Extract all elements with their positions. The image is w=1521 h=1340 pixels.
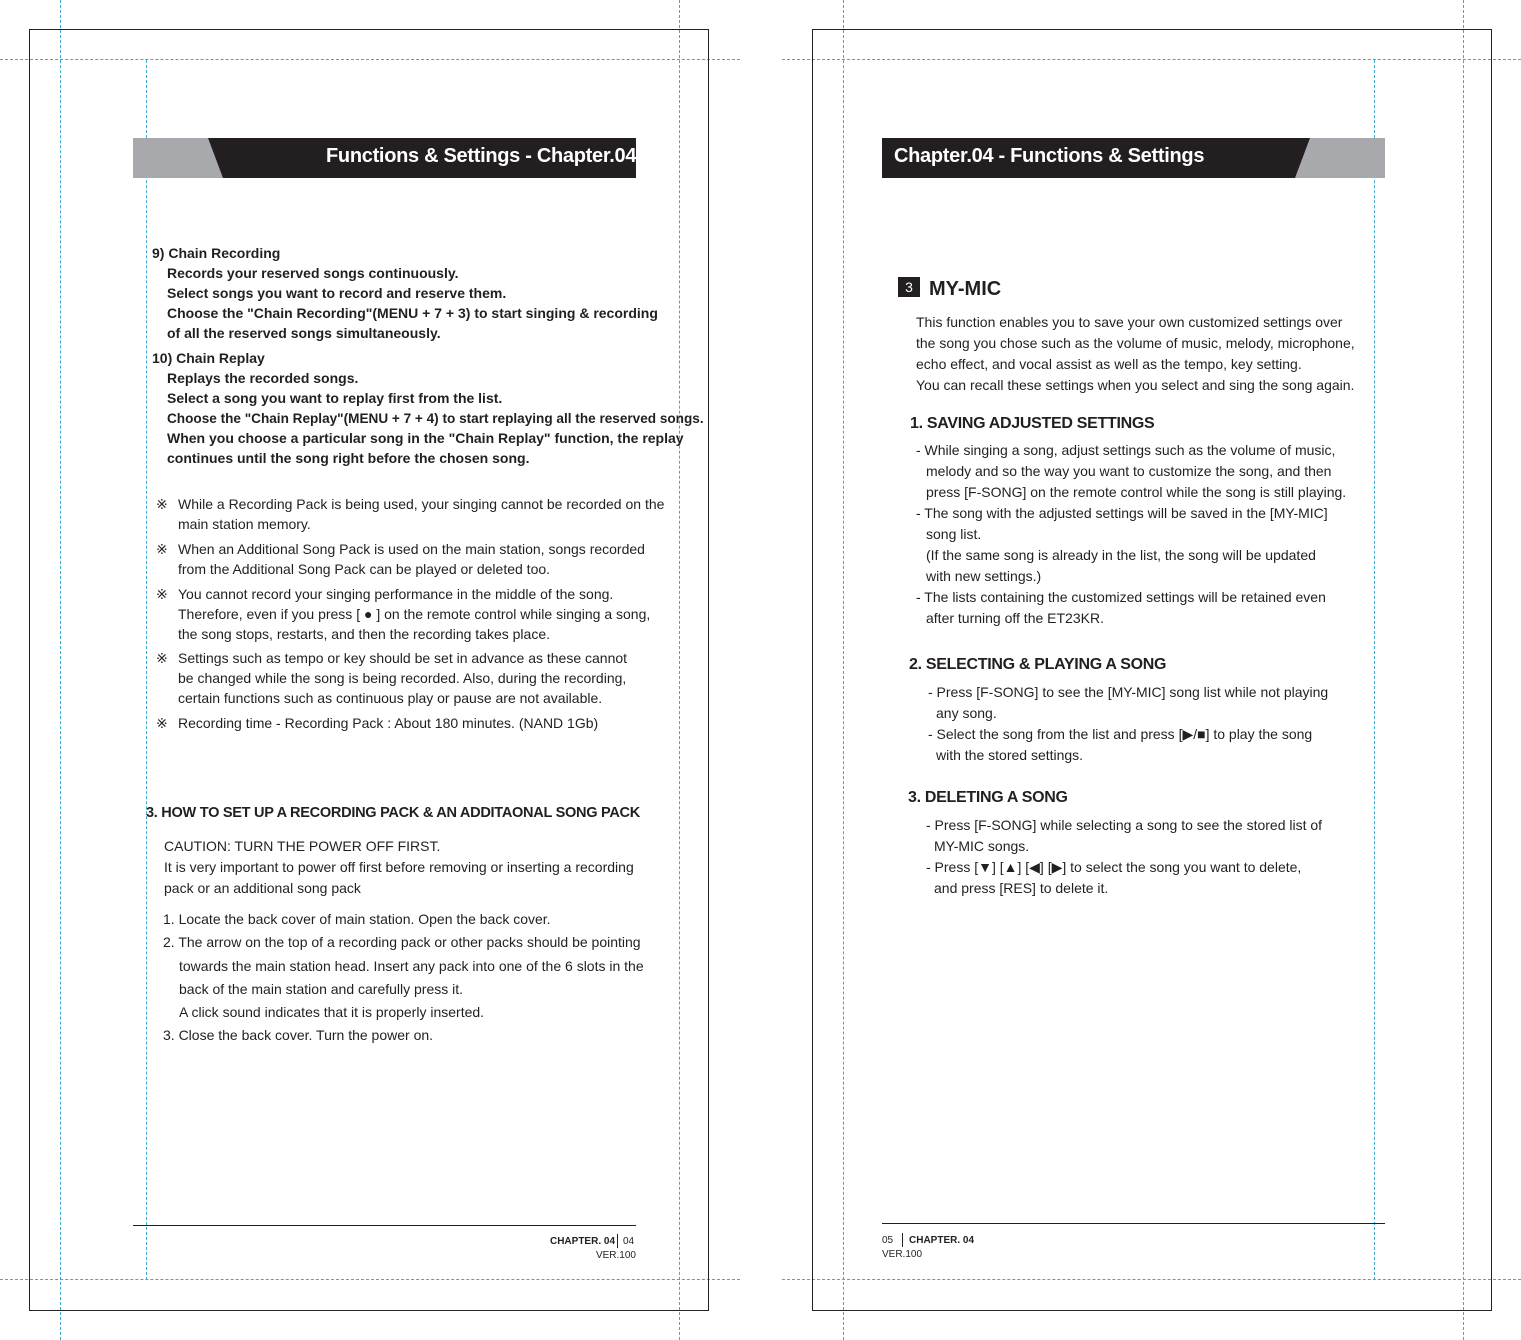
saving-line: - The lists containing the customized settings will be retained even <box>916 589 1326 605</box>
right-footer-separator <box>902 1233 903 1247</box>
note-4-line: Settings such as tempo or key should be set in advance as these cannot <box>178 650 628 666</box>
right-header-bar <box>882 138 1385 178</box>
left-footer-rule <box>133 1225 636 1226</box>
chain-recording-line: of all the reserved songs simultaneously. <box>167 325 441 341</box>
chain-replay-line: When you choose a particular song in the "Chain Replay" function, the replay <box>167 430 684 446</box>
selecting-line: with the stored settings. <box>936 747 1084 763</box>
note-5-line: Recording time - Recording Pack : About 180 minutes. (NAND 1Gb) <box>178 715 599 731</box>
deleting-line: - Press [F-SONG] while selecting a song to see the stored list of <box>926 817 1323 833</box>
setup-step-3: 3. Close the back cover. Turn the power on. <box>163 1027 434 1043</box>
chain-recording-title: 9) Chain Recording <box>152 245 281 261</box>
section-title: MY-MIC <box>929 278 1002 300</box>
left-footer-separator <box>617 1234 618 1248</box>
setup-step-2-line: towards the main station head. Insert any pack into one of the 6 slots in the <box>179 958 644 974</box>
note-4-line: be changed while the song is being recorded. Also, during the recording, <box>178 670 627 686</box>
note-4-line: certain functions such as continuous play or pause are not available. <box>178 690 603 706</box>
saving-line: - The song with the adjusted settings will be saved in the [MY-MIC] <box>916 505 1328 521</box>
saving-line: melody and so the way you want to customize the song, and then <box>926 463 1332 479</box>
left-header-title: Functions & Settings - Chapter.04 <box>326 145 636 167</box>
left-header-bar <box>133 138 636 178</box>
saving-line: after turning off the ET23KR. <box>926 610 1104 626</box>
chain-recording-line: Choose the "Chain Recording"(MENU + 7 + 3) to start singing & recording <box>167 305 658 321</box>
right-footer-page: 05 <box>882 1235 894 1246</box>
deleting-line: - Press [▼] [▲] [◀] [▶] to select the song you want to delete, <box>926 859 1302 875</box>
note-3-line: Therefore, even if you press [ ● ] on the remote control while singing a song, <box>178 606 651 622</box>
section-number-box: 3 <box>898 277 920 297</box>
right-footer-version: VER.100 <box>882 1249 923 1260</box>
note-mark: ※ <box>156 650 168 666</box>
note-3-line: You cannot record your singing performance in the middle of the song. <box>178 586 614 602</box>
saving-title: 1. SAVING ADJUSTED SETTINGS <box>910 415 1155 432</box>
selecting-title: 2. SELECTING & PLAYING A SONG <box>909 656 1167 673</box>
selecting-line: - Select the song from the list and press [▶/■] to play the song <box>928 726 1313 742</box>
setup-title: 3. HOW TO SET UP A RECORDING PACK & AN ADDITAONAL SONG PACK <box>146 804 641 821</box>
chain-recording-line: Select songs you want to record and reserve them. <box>167 285 507 301</box>
note-mark: ※ <box>156 586 168 602</box>
note-3-line: the song stops, restarts, and then the recording takes place. <box>178 626 550 642</box>
chain-replay-line: continues until the song right before the chosen song. <box>167 450 530 466</box>
chain-replay-line: Choose the "Chain Replay"(MENU + 7 + 4) to start replaying all the reserved songs. <box>167 410 704 426</box>
saving-line: (If the same song is already in the list, the song will be updated <box>926 547 1316 563</box>
note-mark: ※ <box>156 496 168 512</box>
note-mark: ※ <box>156 715 168 731</box>
right-footer-chapter: CHAPTER. 04 <box>909 1235 975 1246</box>
right-header-title: Chapter.04 - Functions & Settings <box>894 145 1205 167</box>
saving-line: song list. <box>926 526 982 542</box>
mymic-intro-line: echo effect, and vocal assist as well as the tempo, key setting. <box>916 356 1302 372</box>
setup-step-1: 1. Locate the back cover of main station. Open the back cover. <box>163 911 551 927</box>
deleting-line: and press [RES] to delete it. <box>934 880 1109 896</box>
note-1-line: main station memory. <box>178 516 311 532</box>
deleting-line: MY-MIC songs. <box>934 838 1030 854</box>
note-mark: ※ <box>156 541 168 557</box>
note-2-line: When an Additional Song Pack is used on the main station, songs recorded <box>178 541 645 557</box>
selecting-line: any song. <box>936 705 997 721</box>
note-1-line: While a Recording Pack is being used, your singing cannot be recorded on the <box>178 496 665 512</box>
chain-replay-line: Select a song you want to replay first from the list. <box>167 390 503 406</box>
chain-replay-line: Replays the recorded songs. <box>167 370 359 386</box>
left-footer-chapter: CHAPTER. 04 <box>549 1236 615 1247</box>
saving-line: - While singing a song, adjust settings such as the volume of music, <box>916 442 1336 458</box>
mymic-intro-line: This function enables you to save your own customized settings over <box>916 314 1343 330</box>
note-2-line: from the Additional Song Pack can be played or deleted too. <box>178 561 551 577</box>
setup-intro-line: pack or an additional song pack <box>164 880 361 896</box>
setup-caution: CAUTION: TURN THE POWER OFF FIRST. <box>164 838 441 854</box>
setup-intro-line: It is very important to power off first before removing or inserting a recording <box>164 859 634 875</box>
selecting-line: - Press [F-SONG] to see the [MY-MIC] song list while not playing <box>928 684 1329 700</box>
saving-line: press [F-SONG] on the remote control while the song is still playing. <box>926 484 1347 500</box>
mymic-intro-line: You can recall these settings when you select and sing the song again. <box>916 377 1355 393</box>
setup-step-2-line: A click sound indicates that it is properly inserted. <box>179 1004 485 1020</box>
left-footer-page: 04 <box>623 1236 635 1247</box>
mymic-intro-line: the song you chose such as the volume of music, melody, microphone, <box>916 335 1355 351</box>
right-footer-rule <box>882 1223 1385 1224</box>
left-footer-version: VER.100 <box>595 1250 636 1261</box>
saving-line: with new settings.) <box>926 568 1042 584</box>
deleting-title: 3. DELETING A SONG <box>908 789 1068 806</box>
chain-replay-title: 10) Chain Replay <box>152 350 265 366</box>
setup-step-2-line: back of the main station and carefully press it. <box>179 981 464 997</box>
chain-recording-line: Records your reserved songs continuously. <box>167 265 459 281</box>
setup-step-2-line: 2. The arrow on the top of a recording pack or other packs should be pointing <box>163 934 641 950</box>
